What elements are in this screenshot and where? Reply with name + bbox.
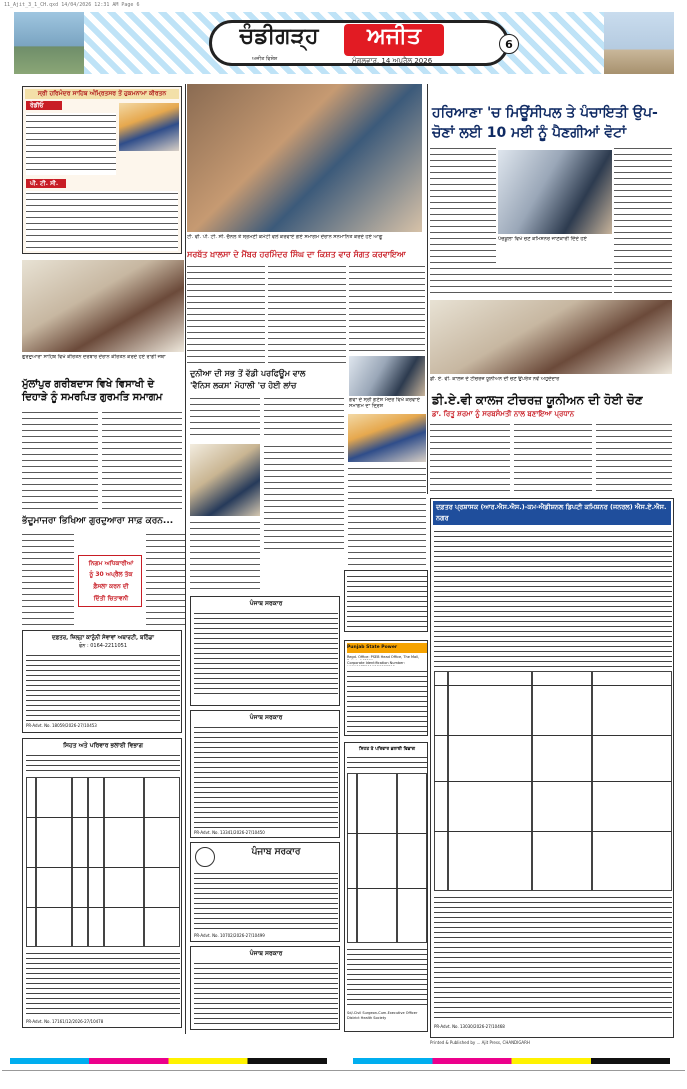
sgpc-group-photo xyxy=(187,84,422,232)
masthead-monument-photo xyxy=(604,12,674,74)
haryana-text-col3 xyxy=(614,146,672,296)
health-ad-right-sign: Sd/-Civil Surgeon-Cum-Executive Officer District Health Society xyxy=(347,1011,418,1020)
warning-line4: ਦਿੱਤੀ ਚਿਤਾਵਨੀ xyxy=(93,595,129,602)
health-ad-title: ਸਿਹਤ ਅਤੇ ਪਰਿਵਾਰ ਭਲਾਈ ਵਿਭਾਗ xyxy=(63,742,143,749)
haryana-headline-line1: ਹਰਿਆਣਾ 'ਚ ਮਿਊਂਸੀਪਲ ਤੇ ਪੰਚਾਇਤੀ ਉਪ- xyxy=(432,105,658,121)
health-ad-left xyxy=(22,738,182,1028)
perfume-text-col4 xyxy=(190,520,260,590)
warning-line1: ਨਿਗਮ ਅਧਿਕਾਰੀਆਂ xyxy=(88,560,134,567)
dav-headline: ਡੀ.ਏ.ਵੀ ਕਾਲਜ ਟੀਚਰਜ਼ ਯੂਨੀਅਨ ਦੀ ਹੋਈ ਚੋਣ xyxy=(432,393,643,407)
dav-subheadline: ਡਾ. ਰਿਤੂ ਸ਼ਰਮਾ ਨੂੰ ਸਰਬਸੰਮਤੀ ਨਾਲ ਬਣਾਇਆ ਪ੍ਰਧਾਨ xyxy=(432,410,575,418)
health-ad-intro xyxy=(26,753,180,773)
legal-office-body xyxy=(26,653,180,721)
pspcl-notice xyxy=(344,640,428,736)
punjab-sarkar-ad-2-title: ਪੰਜਾਬ ਸਰਕਾਰ xyxy=(249,714,283,721)
haryana-text-bottom xyxy=(430,266,612,296)
punjab-sarkar-ad-2-body xyxy=(194,725,338,829)
perfume-text-col1 xyxy=(190,396,260,440)
health-ad-pr: PR-Advt. No. 17161/12/2026-27/10478 xyxy=(26,1019,104,1024)
legal-office-notice xyxy=(22,630,182,733)
dav-text-col3 xyxy=(596,422,672,492)
health-ad-right-table xyxy=(347,773,427,943)
tender-notice-intro xyxy=(434,529,672,669)
health-ad-right-footer xyxy=(347,947,427,1007)
punjab-sarkar-ad-3-pr: PR-Advt. No. 10702/2026-27/10499 xyxy=(194,933,265,938)
masthead xyxy=(14,12,674,74)
health-ad-right xyxy=(344,742,428,1032)
dav-text-col1 xyxy=(430,422,510,492)
punjab-notice-small xyxy=(344,570,428,632)
sikh-text-col3 xyxy=(349,264,425,354)
haryana-photo-caption: ਪੰਚਕੂਲਾ ਵਿਖੇ ਚੋਣ ਕਮਿਸ਼ਨਰ ਜਾਣਕਾਰੀ ਦਿੰਦੇ ਹੋਏ xyxy=(498,236,587,242)
tender-notice xyxy=(430,498,674,1038)
masthead-title-ajit: ਅਜੀਤ xyxy=(344,24,444,56)
page-number: 6 xyxy=(499,34,519,54)
perfume-text-col2 xyxy=(264,396,344,440)
gurbani-text-1 xyxy=(26,113,116,175)
masthead-subtitle: ਅਜੀਤ ਵਿਸ਼ੇਸ਼ xyxy=(252,56,278,62)
gurbani-title: ਸ੍ਰੀ ਹਰਿਮੰਦਰ ਸਾਹਿਬ ਅੰਮ੍ਰਿਤਸਰ ਤੋਂ ਹੁਕਮਨਾਮਾ ਕੀਰਤਨ xyxy=(25,89,179,99)
punjab-sarkar-ad-4-body xyxy=(194,961,338,1027)
sikh-headline: ਸਰਬੱਤ ਖ਼ਾਲਸਾ ਦੇ ਮੈਂਬਰ ਹਰਮਿੰਦਰ ਸਿੰਘ ਦਾ ਕਿਸ਼ਤ ਵਾਰ ਸੰਗਤ ਕਰਵਾਇਆ xyxy=(187,250,406,259)
pspcl-office: Regd. Office: PSEB Head Office, The Mall, xyxy=(347,655,420,659)
column-rule-1 xyxy=(185,84,186,1034)
mullanpur-headline-line1: ਮੁੱਲਾਂਪੁਰ ਗਰੀਬਦਾਸ ਵਿਖੇ ਵਿਸਾਖੀ ਦੇ xyxy=(22,379,155,390)
gurbani-box xyxy=(22,86,182,254)
bhaddu-text-col1 xyxy=(22,532,74,626)
tender-notice-pr: PR-Advt. No. 13030/2026-27/10468 xyxy=(434,1024,505,1029)
punjab-emblem-icon xyxy=(195,847,215,867)
ganesh-caption: ਗੋਵਾ ਦੇ ਸ੍ਰੀ ਗਣੇਸ਼ ਮੰਦਰ ਵਿਖੇ ਕਰਵਾਏ ਸਮਾਗਮ ਦਾ ਦ੍ਰਿਸ਼ xyxy=(349,397,420,409)
printer-line: Printed & Published by ... Ajit Press, CHANDIGARH xyxy=(430,1040,530,1045)
punjab-sarkar-ad-1-body xyxy=(194,611,338,697)
haryana-headline-line2: ਚੋਣਾਂ ਲਈ 10 ਮਈ ਨੂੰ ਪੈਣਗੀਆਂ ਵੋਟਾਂ xyxy=(432,125,627,141)
legal-office-pr: PR-Advt. No. 18059/2026-27/10453 xyxy=(26,723,97,728)
punjab-sarkar-ad-1 xyxy=(190,596,340,706)
mullanpur-text-col1 xyxy=(22,410,98,512)
perfume-text-col3 xyxy=(264,444,344,554)
masthead-title-chandigarh: ਚੰਡੀਗੜ੍ਹ xyxy=(239,24,319,49)
masthead-date: ਮੰਗਲਵਾਰ, 14 ਅਪ੍ਰੈਲ 2026 xyxy=(352,57,433,65)
tender-notice-title: ਦਫ਼ਤਰ ਪ੍ਰਸ਼ਾਸਕ (ਆਰ.ਐਸ.ਐਸ.)-ਕਮ-ਐਡੀਸ਼ਨਲ ਡਿਪਟੀ ਕਮਿਸ਼ਨਰ (ਜਨਰਲ) ਐਸ.ਏ.ਐਸ. ਨਗਰ xyxy=(433,501,671,525)
mullanpur-headline-line2: ਦਿਹਾੜੇ ਨੂੰ ਸਮਰਪਿਤ ਗੁਰਮਤਿ ਸਮਾਗਮ xyxy=(22,392,163,403)
print-slug: 11_Ajit_3_1_CH.qxd 14/04/2026 12:31 AM Page 6 xyxy=(4,2,140,8)
trim-line xyxy=(2,1070,685,1071)
perfume-headline-line1: ਦੁਨੀਆ ਦੀ ਸਭ ਤੋਂ ਵੱਡੀ ਪਰਫਿਊਮ ਵਾਲ xyxy=(190,369,306,378)
bhaddu-headline: ਭੱਦੂਮਾਜਰਾ ਭਿਖਿਆ ਗੁਰਦੁਆਰਾ ਸਾਫ਼ ਕਰਨ... xyxy=(22,516,174,526)
column-rule-2 xyxy=(427,84,428,494)
tender-notice-table xyxy=(434,671,672,891)
punjab-sarkar-ad-4 xyxy=(190,946,340,1030)
punjab-sarkar-ad-2-pr: PR-Advt. No. 13341/2026-27/10450 xyxy=(194,830,265,835)
punjab-sarkar-ad-3-title: ਪੰਜਾਬ ਸਰਕਾਰ xyxy=(251,847,301,857)
dav-union-photo xyxy=(430,300,672,374)
punjab-sarkar-ad-2 xyxy=(190,710,340,838)
mullanpur-text-col2 xyxy=(102,410,182,512)
gurbani-text-2 xyxy=(26,191,178,251)
color-bar xyxy=(10,1058,670,1064)
punjab-sarkar-ad-3 xyxy=(190,842,340,942)
sikh-text-col1 xyxy=(187,264,265,364)
legal-office-phone: ਫੋਨ : 0164-2211051 xyxy=(78,643,128,649)
kirtan-photo xyxy=(22,260,184,352)
sgpc-photo-caption: ਟੀ. ਵੀ. ਪੀ. ਟੀ. ਸੀ. ਚੈਨਲ ਤੇ ਸ਼੍ਰੋਮਣੀ ਕਮੇਟੀ ਵਲੋਂ ਕਰਵਾਏ ਗਏ ਸਮਾਗਮ ਦੌਰਾਨ ਸਨਮਾਨਿਤ ਕਰਦੇ ਹੋਏ ਆਗੂ xyxy=(187,234,383,240)
health-ad-right-intro xyxy=(347,755,427,771)
haryana-press-photo xyxy=(498,150,612,234)
warning-line2: ਨੂੰ 30 ਅਪ੍ਰੈਲ ਤੱਕ xyxy=(89,571,133,578)
legal-office-title: ਦਫ਼ਤਰ, ਜ਼ਿਲ੍ਹਾ ਕਾਨੂੰਨੀ ਸੇਵਾਵਾਂ ਅਥਾਰਟੀ, ਬਠਿੰਡਾ xyxy=(52,635,154,641)
punjab-sarkar-ad-1-title: ਪੰਜਾਬ ਸਰਕਾਰ xyxy=(249,600,283,607)
warning-box xyxy=(78,555,142,607)
gurbani-radio-label: ਰੇਡੀਓ xyxy=(26,101,62,110)
golden-temple-photo xyxy=(119,103,179,151)
gurbani-ptc-label: ਪੀ. ਟੀ. ਸੀ. xyxy=(26,179,66,188)
ganesh-photo xyxy=(349,356,425,396)
temple-event-photo xyxy=(348,414,426,462)
perfume-headline-line2: 'ਵੈਨਿਸ ਲਕਸ' ਮੋਹਾਲੀ 'ਚ ਹੋਈ ਲਾਂਚ xyxy=(190,381,297,390)
masthead-lake-photo xyxy=(14,12,84,74)
temple-event-text xyxy=(348,466,426,566)
health-ad-table xyxy=(26,777,180,947)
sikh-text-col2 xyxy=(268,264,346,364)
pspcl-name: Punjab State Power xyxy=(347,643,427,653)
haryana-text-col1 xyxy=(430,146,496,264)
dav-photo-caption: ਡੀ. ਏ. ਵੀ. ਕਾਲਜ ਦੇ ਟੀਚਰਜ਼ ਯੂਨੀਅਨ ਦੀ ਚੋਣ ਉਪਰੰਤ ਨਵੇਂ ਅਹੁਦੇਦਾਰ xyxy=(430,376,560,382)
bhaddu-text-col3 xyxy=(146,532,186,626)
health-ad-right-title: ਸਿਹਤ ਤੇ ਪਰਿਵਾਰ ਭਲਾਈ ਵਿਭਾਗ xyxy=(359,747,415,752)
tender-notice-footer xyxy=(434,895,672,1019)
warning-line3: ਫ਼ੈਸਲਾ ਕਰਨ ਦੀ xyxy=(93,583,129,590)
punjab-sarkar-ad-3-body xyxy=(194,871,338,931)
kirtan-caption: ਗੁਰਦੁਆਰਾ ਸਾਹਿਬ ਵਿਖੇ ਕੀਰਤਨ ਦਰਬਾਰ ਦੌਰਾਨ ਕੀਰਤਨ ਕਰਦੇ ਹੋਏ ਰਾਗੀ ਜਥਾ xyxy=(22,354,166,360)
health-ad-footer-text xyxy=(26,951,180,1017)
pspcl-cin: Corporate Identification Number: xyxy=(347,661,405,665)
punjab-sarkar-ad-4-title: ਪੰਜਾਬ ਸਰਕਾਰ xyxy=(249,950,283,957)
punjab-notice-small-body xyxy=(347,574,427,630)
perfume-launch-photo xyxy=(190,444,260,516)
pspcl-body xyxy=(347,669,427,733)
dav-text-col2 xyxy=(514,422,592,492)
